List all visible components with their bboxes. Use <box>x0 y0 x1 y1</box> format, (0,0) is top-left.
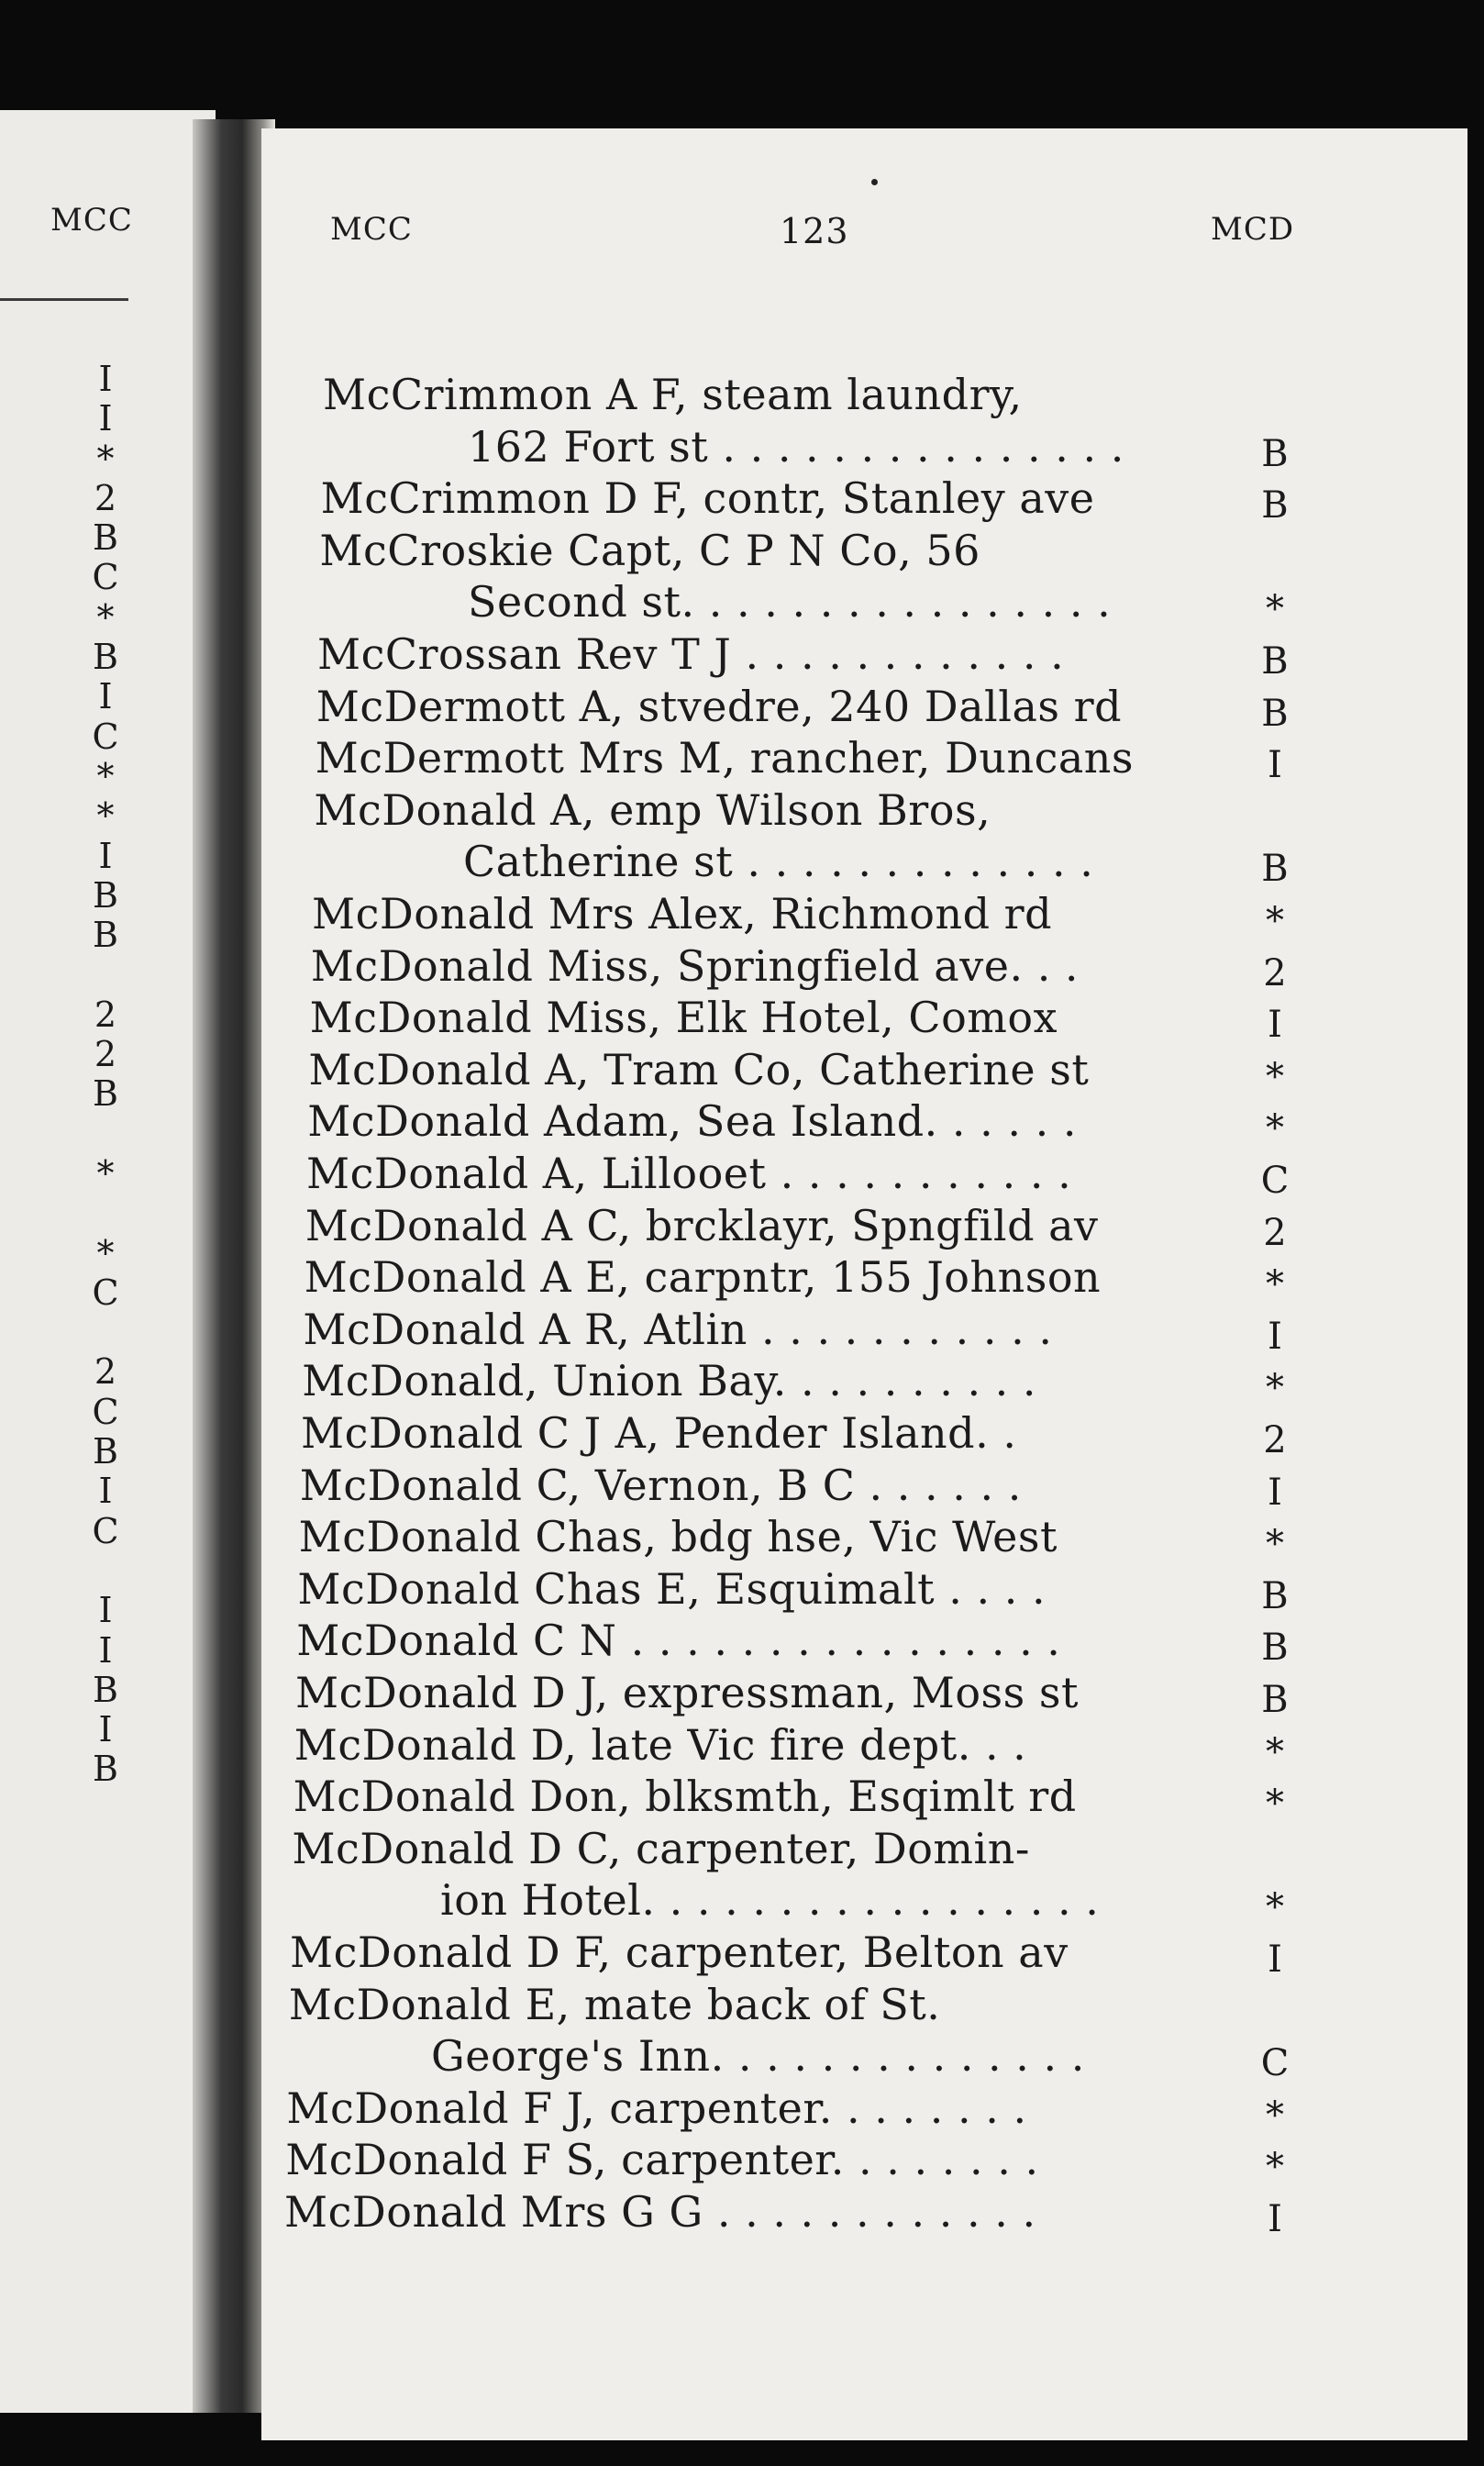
entry-mark: * <box>1266 2094 1284 2137</box>
entry-text: McDonald A R, Atlin . . . . . . . . . . . <box>303 1304 1053 1354</box>
previous-page-rule <box>0 298 128 301</box>
entry-text: Second st. . . . . . . . . . . . . . . . <box>468 577 1112 628</box>
previous-page-mark: B <box>93 637 118 678</box>
previous-page-mark: I <box>98 835 113 876</box>
previous-page-mark: C <box>92 1391 119 1432</box>
entry-text: McDonald A C, brcklayr, Spngfild av <box>305 1200 1099 1250</box>
entry-mark: * <box>1266 1783 1284 1826</box>
entry-mark: B <box>1261 1679 1289 1721</box>
page-header-right: MCD <box>1211 211 1295 248</box>
previous-page-mark: * <box>96 596 115 638</box>
entry-text: George's Inn. . . . . . . . . . . . . . <box>431 2031 1085 2082</box>
entry-mark: * <box>1266 1263 1284 1306</box>
entry-text: McDonald C, Vernon, B C . . . . . . <box>299 1460 1022 1510</box>
entry-mark: * <box>1266 2146 1284 2189</box>
entry-text: McDonald Miss, Springfield ave. . . <box>310 940 1080 991</box>
entry-mark: 2 <box>1263 1419 1287 1461</box>
previous-page-mark: 2 <box>94 1034 117 1075</box>
entry-text: McCrossan Rev T J . . . . . . . . . . . . <box>317 629 1065 679</box>
previous-page-mark: B <box>93 1073 118 1115</box>
previous-page-mark: C <box>92 1272 119 1313</box>
entry-text: McDonald Mrs G G . . . . . . . . . . . . <box>284 2187 1036 2237</box>
print-dot <box>871 179 878 185</box>
previous-page-mark: I <box>98 1471 113 1512</box>
previous-page-mark <box>64 1194 147 1233</box>
entry-mark: 2 <box>1263 951 1287 994</box>
entry-mark: B <box>1261 640 1289 683</box>
previous-page-mark <box>64 1115 147 1154</box>
previous-page-mark: B <box>93 517 118 559</box>
entry-text: McDonald D F, carpenter, Belton av <box>290 1927 1069 1977</box>
entry-mark: C <box>1260 2042 1290 2085</box>
entry-mark: I <box>1268 2198 1282 2240</box>
entry-text: ion Hotel. . . . . . . . . . . . . . . . . <box>440 1875 1100 1926</box>
previous-page-mark: * <box>96 795 115 837</box>
entry-text: McDonald Chas E, Esquimalt . . . . <box>297 1563 1047 1614</box>
previous-page-mark: 2 <box>94 1351 117 1393</box>
previous-page-mark: B <box>93 874 118 916</box>
previous-page-header: MCC <box>50 202 133 239</box>
entry-text: McDonald C J A, Pender Island. . <box>301 1408 1017 1458</box>
entry-text: McDonald F S, carpenter. . . . . . . . <box>285 2135 1039 2185</box>
entry-mark: I <box>1268 744 1282 787</box>
previous-page-mark: B <box>93 915 118 956</box>
entry-mark: C <box>1260 1160 1290 1202</box>
entry-mark: * <box>1266 1367 1284 1410</box>
previous-page-mark: C <box>92 557 119 598</box>
entry-text: McDonald D, late Vic fire dept. . . <box>293 1719 1027 1770</box>
entry-text: McDonald Don, blksmth, Esqimlt rd <box>293 1772 1077 1822</box>
entry-mark: I <box>1268 1315 1282 1358</box>
entry-mark: B <box>1261 848 1289 891</box>
entry-text: McCrimmon A F, steam laundry, <box>323 370 1023 419</box>
entry-mark: I <box>1268 1471 1282 1514</box>
entry-mark: * <box>1266 588 1284 631</box>
previous-page-mark: * <box>96 755 115 796</box>
previous-page-mark: I <box>98 1709 113 1750</box>
entry-mark: * <box>1266 1107 1284 1150</box>
entry-mark: B <box>1261 692 1289 735</box>
entry-mark: B <box>1261 484 1289 528</box>
entry-mark: * <box>1266 1523 1284 1566</box>
entry-text: McDonald A E, carpntr, 155 Johnson <box>304 1252 1102 1303</box>
previous-page-mark <box>64 1551 147 1591</box>
entry-text: McDonald D C, carpenter, Domin- <box>292 1823 1030 1873</box>
page-number: 123 <box>780 211 849 251</box>
entry-text: McDonald D J, expressman, Moss st <box>295 1668 1079 1717</box>
previous-page-mark: C <box>92 716 119 757</box>
entry-text: McDonald, Union Bay. . . . . . . . . . <box>302 1356 1037 1406</box>
entry-mark: I <box>1268 1938 1282 1981</box>
entry-text: McDonald E, mate back of St. <box>288 1979 941 2029</box>
entry-text: McDonald Adam, Sea Island. . . . . . <box>307 1096 1078 1147</box>
previous-page-mark: B <box>93 1669 118 1710</box>
entry-mark: * <box>1266 900 1284 942</box>
entry-mark: * <box>1266 1730 1284 1773</box>
entry-text: McDonald Chas, bdg hse, Vic West <box>298 1512 1058 1562</box>
entry-mark: * <box>1266 1055 1284 1098</box>
previous-page-mark <box>64 1313 147 1352</box>
page-header-left: MCC <box>330 211 413 248</box>
entry-text: McDonald Mrs Alex, Richmond rd <box>312 889 1053 939</box>
previous-page-mark: * <box>96 1152 115 1194</box>
entry-text: McDermott Mrs M, rancher, Duncans <box>315 733 1135 783</box>
entry-text: McDonald C N . . . . . . . . . . . . . . . . <box>296 1616 1061 1666</box>
entry-text: McDonald A, Lillooet . . . . . . . . . . . <box>306 1149 1072 1198</box>
entry-text: McDonald Miss, Elk Hotel, Comox <box>309 993 1058 1043</box>
entry-text: Catherine st . . . . . . . . . . . . . <box>463 837 1094 887</box>
previous-page-mark: * <box>96 1232 115 1273</box>
previous-page-mark: C <box>92 1510 119 1551</box>
entry-mark: B <box>1261 1574 1289 1617</box>
previous-page-mark: I <box>98 1629 113 1671</box>
previous-page-mark: I <box>98 359 113 399</box>
previous-page-mark: 2 <box>94 994 117 1035</box>
entry-mark: I <box>1268 1004 1282 1047</box>
entry-text: McCroskie Capt, C P N Co, 56 <box>319 525 980 575</box>
entry-text: McDonald F J, carpenter. . . . . . . . <box>286 2083 1027 2133</box>
previous-page-mark: I <box>98 398 113 439</box>
previous-page-mark: * <box>96 438 115 479</box>
entry-mark: * <box>1266 1886 1284 1929</box>
entry-text: 162 Fort st . . . . . . . . . . . . . . . <box>468 421 1124 472</box>
entry-text: McDermott A, stvedre, 240 Dallas rd <box>316 681 1123 731</box>
previous-page-mark: I <box>98 1590 113 1631</box>
entry-mark: 2 <box>1263 1211 1287 1254</box>
previous-page-mark: 2 <box>94 477 117 518</box>
entry-mark: B <box>1261 1627 1289 1670</box>
entry-text: McDonald A, emp Wilson Bros, <box>314 784 991 835</box>
previous-page-mark: B <box>93 1431 118 1472</box>
entry-text: McDonald A, Tram Co, Catherine st <box>308 1044 1090 1094</box>
previous-page-marks-column <box>64 360 147 1790</box>
entry-text: McCrimmon D F, contr, Stanley ave <box>320 473 1095 524</box>
previous-page-mark: B <box>93 1749 118 1790</box>
previous-page-mark <box>64 955 147 994</box>
entry-mark: B <box>1261 432 1289 475</box>
previous-page-mark: I <box>98 676 113 717</box>
